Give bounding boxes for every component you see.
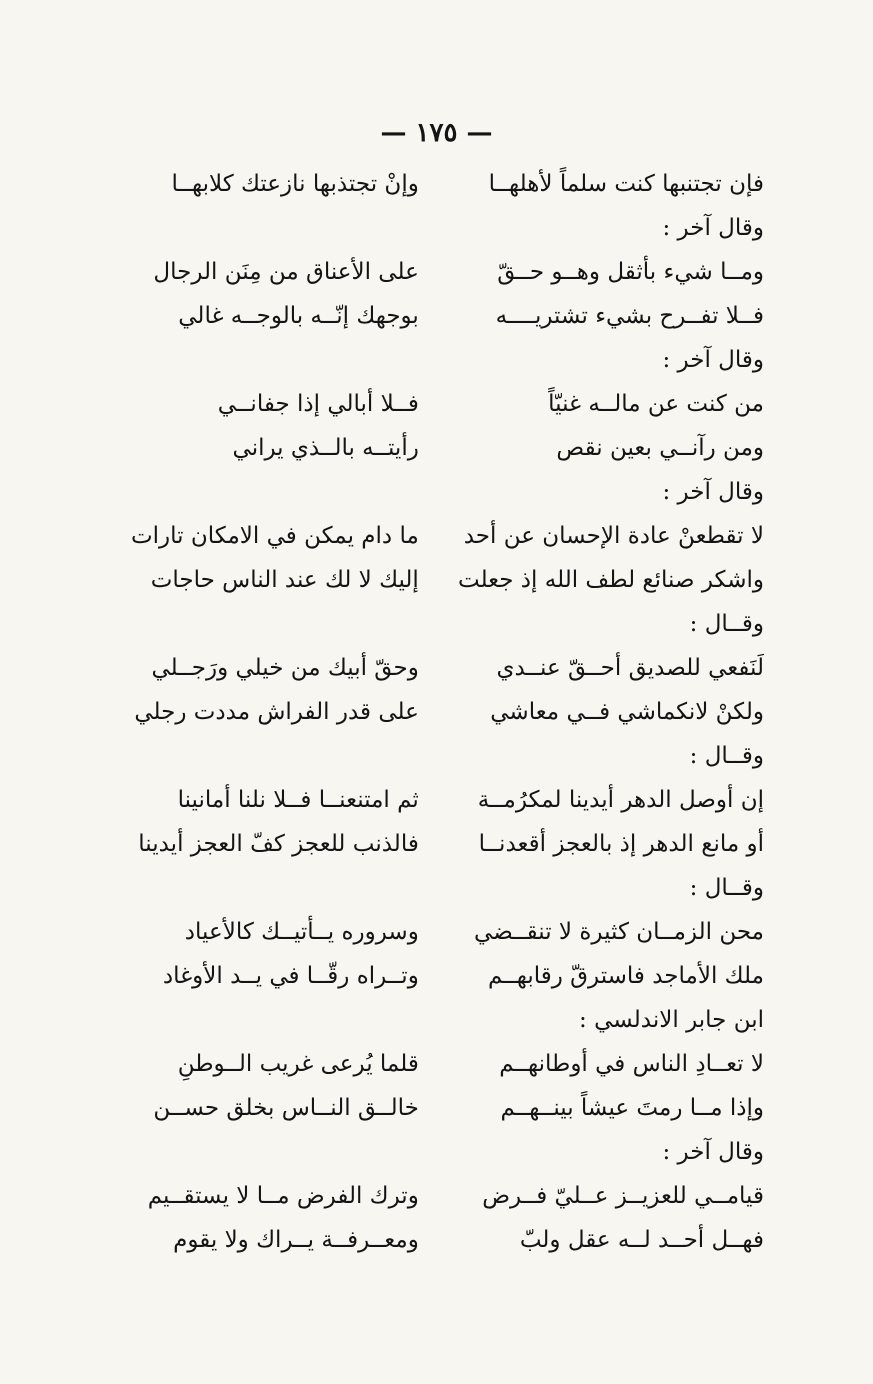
second-hemistich: وترك الفرض مــا لا يستقــيم [147, 1183, 419, 1209]
verse-line [96, 646, 772, 690]
verse-line [96, 954, 772, 998]
verse-line [96, 250, 772, 294]
second-hemistich: وحقّ أبيك من خيلي ورَجــلي [151, 655, 419, 681]
second-hemistich: وإنْ تجتذبها نازعتك كلابهــا [171, 171, 419, 197]
first-hemistich: وإذا مــا رمتَ عيشاً بينــهــم [500, 1095, 764, 1121]
second-hemistich: وتــراه رقّــا في يــد الأوغاد [162, 963, 419, 989]
stanza-heading: وقــال : [689, 743, 764, 769]
stanza-heading: وقال آخر : [662, 347, 764, 373]
stanza-heading: وقــال : [689, 875, 764, 901]
first-hemistich: قيامــي للعزيــز عــليّ فــرض [482, 1183, 764, 1209]
stanza-heading: وقال آخر : [662, 1139, 764, 1165]
stanza [96, 470, 772, 602]
stanza-heading: وقــال : [689, 611, 764, 637]
first-hemistich: فــلا تفــرح بشيء تشتريــــه [495, 303, 764, 329]
verse-line [96, 1218, 772, 1262]
first-hemistich: لَنَفعي للصديق أحــقّ عنــدي [496, 655, 764, 681]
first-hemistich: محن الزمــان كثيرة لا تنقــضي [474, 919, 764, 945]
second-hemistich: على قدر الفراش مددت رجلي [134, 699, 419, 725]
first-hemistich: ولكنْ لانكماشي فــي معاشي [490, 699, 764, 725]
second-hemistich: ومعــرفــة يــراك ولا يقوم [173, 1227, 419, 1253]
first-hemistich: إن أوصل الدهر أيدينا لمكرُمــة [477, 787, 764, 813]
first-hemistich: ومــا شيء بأثقل وهــو حــقّ [497, 259, 764, 285]
stanza-heading: وقال آخر : [662, 215, 764, 241]
stanza [96, 1130, 772, 1262]
verse-line [96, 514, 772, 558]
page-number: — ١٧٥ — [380, 118, 493, 148]
stanza [96, 162, 772, 206]
verse-line [96, 822, 772, 866]
first-hemistich: من كنت عن مالــه غنيّاً [548, 391, 764, 417]
stanza [96, 338, 772, 470]
verse-line [96, 558, 772, 602]
second-hemistich: وسروره يــأتيــك كالأعياد [184, 919, 419, 945]
first-hemistich: لا تعــادِ الناس في أوطانهــم [499, 1051, 764, 1077]
verse-line [96, 1086, 772, 1130]
verse-line [96, 1174, 772, 1218]
second-hemistich: فــلا أبالي إذا جفانــي [217, 391, 419, 417]
verse-line [96, 426, 772, 470]
second-hemistich: قلما يُرعى غريب الــوطنِ [177, 1051, 419, 1077]
second-hemistich: إليك لا لك عند الناس حاجات [150, 567, 419, 593]
second-hemistich: رأيتــه بالــذي يراني [232, 435, 419, 461]
first-hemistich: لا تقطعنْ عادة الإحسان عن أحد [463, 523, 764, 549]
first-hemistich: ومن رآنــي بعين نقص [556, 435, 764, 461]
verse-line [96, 1042, 772, 1086]
stanza [96, 206, 772, 338]
verse-line [96, 778, 772, 822]
stanza [96, 866, 772, 998]
second-hemistich: ثم امتنعنــا فــلا نلنا أمانينا [177, 787, 419, 813]
stanza [96, 602, 772, 734]
second-hemistich: بوجهك إنّــه بالوجــه غالي [178, 303, 419, 329]
stanza [96, 734, 772, 866]
stanza-heading: ابن جابر الاندلسي : [579, 1007, 764, 1033]
stanza [96, 998, 772, 1130]
first-hemistich: فإن تجتنبها كنت سلماً لأهلهــا [488, 171, 764, 197]
poem-column [96, 162, 772, 1262]
verse-line [96, 162, 772, 206]
first-hemistich: ملك الأماجد فاسترقّ رقابهــم [487, 963, 764, 989]
verse-line [96, 910, 772, 954]
first-hemistich: فهــل أحــد لــه عقل ولبّ [519, 1227, 764, 1253]
verse-line [96, 690, 772, 734]
second-hemistich: ما دام يمكن في الامكان تارات [131, 523, 419, 549]
first-hemistich: أو مانع الدهر إذ بالعجز أقعدنــا [478, 831, 764, 857]
stanza-heading: وقال آخر : [662, 479, 764, 505]
second-hemistich: خالــق النــاس بخلق حســن [153, 1095, 419, 1121]
second-hemistich: على الأعناق من مِنَن الرجال [153, 259, 419, 285]
verse-line [96, 294, 772, 338]
verse-line [96, 382, 772, 426]
first-hemistich: واشكر صنائع لطف الله إذ جعلت [457, 567, 764, 593]
second-hemistich: فالذنب للعجز كفّ العجز أيدينا [138, 831, 419, 857]
